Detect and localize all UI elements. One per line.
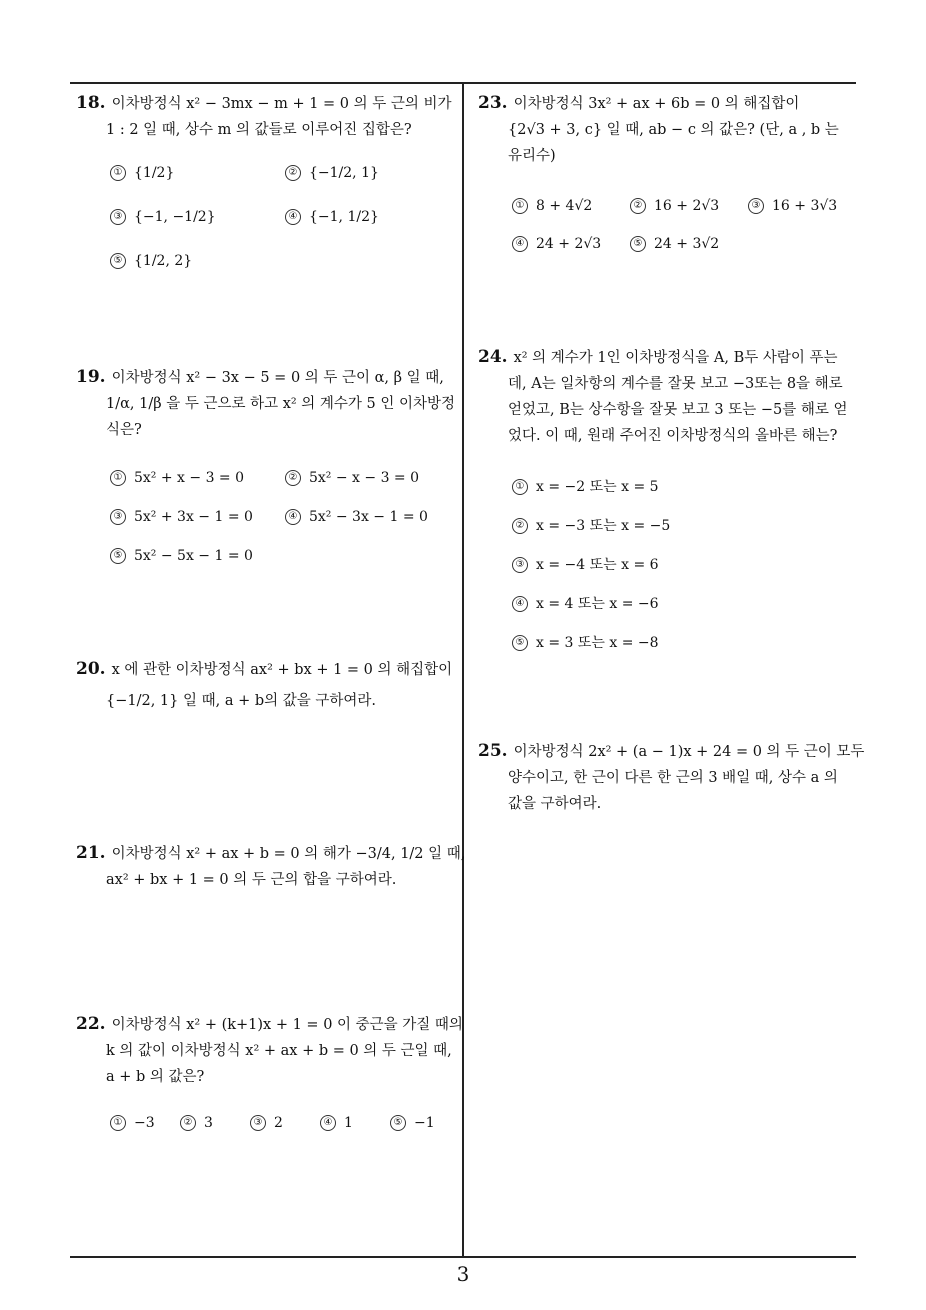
choice-mark: ②	[180, 1115, 196, 1131]
choice-2[interactable]	[180, 1115, 213, 1131]
question-number: 19.	[76, 367, 106, 387]
question-text: 1 : 2 일 때, 상수 m 의 값들로 이루어진 집합은?	[106, 122, 412, 138]
question-23	[478, 90, 839, 169]
choice-text: 5x² + 3x − 1 = 0	[134, 509, 253, 525]
choice-mark: ②	[285, 470, 301, 486]
question-number: 24.	[478, 347, 508, 367]
question-number: 21.	[76, 843, 106, 863]
choice-text: x = 3 또는 x = −8	[536, 635, 659, 651]
choice-text: x = −4 또는 x = 6	[536, 557, 659, 573]
choice-text: {−1, 1/2}	[309, 209, 379, 225]
question-text: 이차방정식 x² + (k+1)x + 1 = 0 이 중근을 가질 때의	[111, 1017, 463, 1033]
choice-text: 16 + 2√3	[654, 198, 720, 214]
choice-mark: ①	[512, 198, 528, 214]
choice-mark: ④	[285, 209, 301, 225]
choice-mark: ②	[630, 198, 646, 214]
choice-mark: ②	[285, 165, 301, 181]
question-text: 유리수)	[508, 148, 556, 164]
question-text: x² 의 계수가 1인 이차방정식을 A, B두 사람이 푸는	[513, 350, 838, 366]
choice-3[interactable]	[748, 198, 837, 214]
question-text: 얻었고, B는 상수항을 잘못 보고 3 또는 −5를 해로 얻	[508, 402, 848, 418]
choice-mark: ⑤	[512, 635, 528, 651]
question-text: {2√3 + 3, c} 일 때, ab − c 의 값은? (단, a , b 는	[508, 122, 839, 138]
question-number: 18.	[76, 93, 106, 113]
choice-1[interactable]	[110, 470, 244, 486]
choice-text: {−1, −1/2}	[134, 209, 216, 225]
choice-text: {−1/2, 1}	[309, 165, 379, 181]
choice-text: 5x² − 3x − 1 = 0	[309, 509, 428, 525]
choice-text: 8 + 4√2	[536, 198, 593, 214]
choice-text: x = 4 또는 x = −6	[536, 596, 659, 612]
question-number: 25.	[478, 741, 508, 761]
question-number: 20.	[76, 659, 106, 679]
question-text: 이차방정식 3x² + ax + 6b = 0 의 해집합이	[513, 96, 800, 112]
choice-mark: ⑤	[110, 253, 126, 269]
question-24	[478, 344, 847, 449]
choice-mark: ③	[748, 198, 764, 214]
choice-2[interactable]	[285, 165, 379, 181]
question-text: 데, A는 일차항의 계수를 잘못 보고 −3또는 8을 해로	[508, 376, 843, 392]
question-20	[76, 656, 452, 719]
question-25	[478, 738, 864, 817]
choice-mark: ③	[110, 209, 126, 225]
choice-4[interactable]	[285, 509, 428, 525]
choice-text: 3	[204, 1115, 213, 1131]
choice-mark: ⑤	[110, 548, 126, 564]
choice-text: {1/2}	[134, 165, 175, 181]
question-text: 식은?	[106, 422, 142, 438]
choice-text: x = −2 또는 x = 5	[536, 479, 659, 495]
choice-mark: ②	[512, 518, 528, 534]
question-21	[76, 840, 465, 893]
choice-2[interactable]	[630, 198, 719, 214]
choice-mark: ④	[512, 236, 528, 252]
choice-2[interactable]	[512, 515, 670, 535]
choice-5[interactable]	[110, 253, 192, 269]
choice-5[interactable]	[390, 1115, 435, 1131]
choice-text: x = −3 또는 x = −5	[536, 518, 671, 534]
question-text: 양수이고, 한 근이 다른 한 근의 3 배일 때, 상수 a 의	[508, 770, 838, 786]
choice-mark: ⑤	[630, 236, 646, 252]
choice-text: 5x² − 5x − 1 = 0	[134, 548, 253, 564]
choice-mark: ④	[320, 1115, 336, 1131]
choice-mark: ⑤	[390, 1115, 406, 1131]
question-text: 이차방정식 x² + ax + b = 0 의 해가 −3/4, 1/2 일 때,	[111, 846, 466, 862]
question-text: ax² + bx + 1 = 0 의 두 근의 합을 구하여라.	[106, 872, 397, 888]
page-number: 3	[456, 1262, 470, 1286]
choice-1[interactable]	[512, 198, 592, 214]
question-number: 22.	[76, 1014, 106, 1034]
choice-mark: ①	[512, 479, 528, 495]
choice-text: 16 + 3√3	[772, 198, 838, 214]
question-text: a + b 의 값은?	[106, 1069, 205, 1085]
question-number: 23.	[478, 93, 508, 113]
choice-text: −1	[414, 1115, 435, 1131]
choice-text: {1/2, 2}	[134, 253, 193, 269]
choice-1[interactable]	[110, 1115, 155, 1131]
choice-text: 5x² − x − 3 = 0	[309, 470, 420, 486]
choice-text: −3	[134, 1115, 155, 1131]
choice-5[interactable]	[512, 632, 659, 652]
question-text: {−1/2, 1} 일 때, a + b의 값을 구하여라.	[106, 693, 377, 709]
question-text: x 에 관한 이차방정식 ax² + bx + 1 = 0 의 해집합이	[111, 662, 453, 678]
choice-text: 24 + 3√2	[654, 236, 720, 252]
choice-3[interactable]	[110, 509, 253, 525]
question-text: 이차방정식 x² − 3mx − m + 1 = 0 의 두 근의 비가	[111, 96, 452, 112]
question-22	[76, 1011, 463, 1090]
question-text: 이차방정식 2x² + (a − 1)x + 24 = 0 의 두 근이 모두	[513, 744, 865, 760]
choice-5[interactable]	[630, 236, 719, 252]
bottom-rule	[70, 1256, 856, 1258]
question-18	[76, 90, 452, 143]
question-text: 값을 구하여라.	[508, 796, 602, 812]
choice-4[interactable]	[512, 236, 601, 252]
choice-1[interactable]	[110, 165, 174, 181]
choice-mark: ①	[110, 1115, 126, 1131]
choice-text: 24 + 2√3	[536, 236, 602, 252]
choice-mark: ③	[512, 557, 528, 573]
choice-text: 2	[274, 1115, 283, 1131]
question-text: 었다. 이 때, 원래 주어진 이차방정식의 올바른 해는?	[508, 428, 838, 444]
choice-mark: ④	[285, 509, 301, 525]
choice-text: 5x² + x − 3 = 0	[134, 470, 245, 486]
question-19	[76, 364, 455, 443]
choice-1[interactable]	[512, 476, 659, 496]
choice-4[interactable]	[512, 593, 659, 613]
question-text: k 의 값이 이차방정식 x² + ax + b = 0 의 두 근일 때,	[106, 1043, 452, 1059]
choice-mark: ③	[110, 509, 126, 525]
choice-mark: ①	[110, 470, 126, 486]
choice-3[interactable]	[110, 209, 216, 225]
choice-2[interactable]	[285, 470, 419, 486]
choice-4[interactable]	[285, 209, 379, 225]
choice-4[interactable]	[320, 1115, 353, 1131]
choice-3[interactable]	[250, 1115, 283, 1131]
question-text: 이차방정식 x² − 3x − 5 = 0 의 두 근이 α, β 일 때,	[111, 370, 444, 386]
choice-text: 1	[344, 1115, 353, 1131]
choice-3[interactable]	[512, 554, 659, 574]
choice-mark: ③	[250, 1115, 266, 1131]
choice-mark: ①	[110, 165, 126, 181]
question-text: 1/α, 1/β 을 두 근으로 하고 x² 의 계수가 5 인 이차방정	[106, 396, 456, 412]
choice-5[interactable]	[110, 548, 253, 564]
choice-mark: ④	[512, 596, 528, 612]
